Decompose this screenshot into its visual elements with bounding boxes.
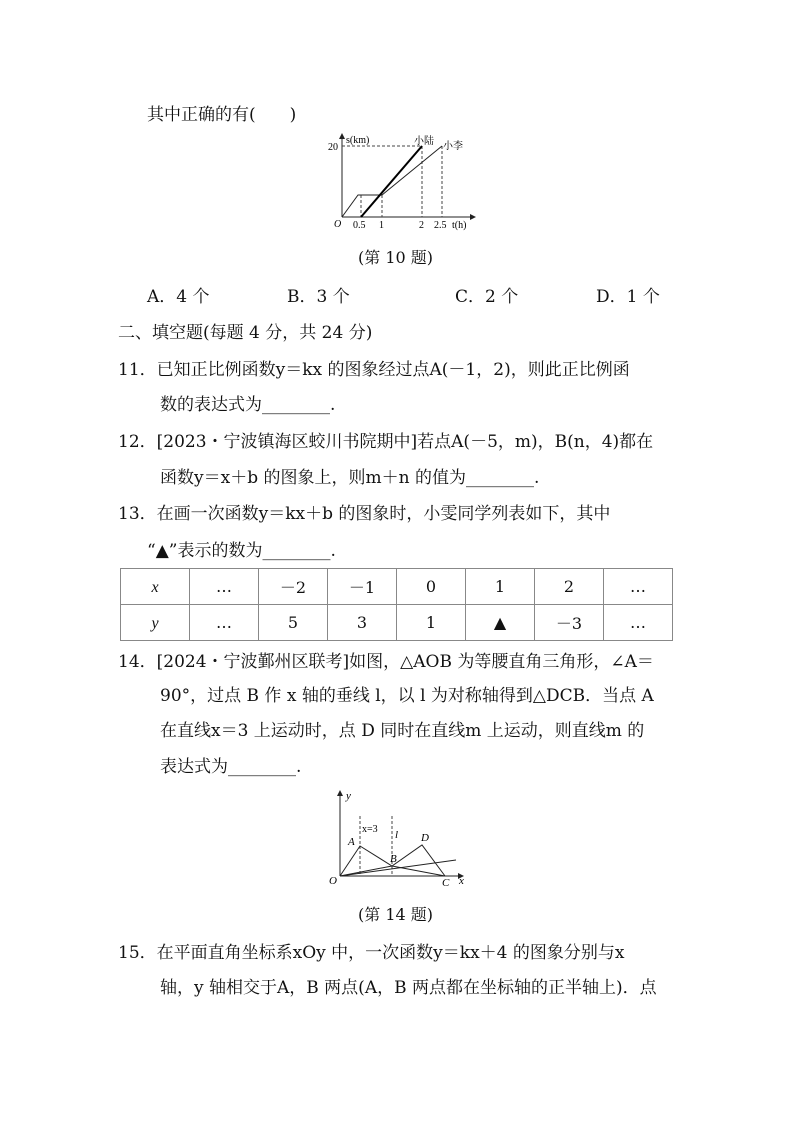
q12-line1: 12．[2023・宁波镇海区蛟川书院期中]若点A(－5，m)，B(n，4)都在 — [118, 432, 654, 452]
q10-x-tick: 2 — [419, 220, 424, 231]
q12-line2: 函数y＝x＋b 的图象上，则m＋n 的值为________. — [160, 468, 540, 488]
table-row — [121, 605, 673, 641]
q11-line2: 数的表达式为________. — [160, 395, 336, 415]
q10-origin: O — [334, 219, 342, 230]
table-cell: ▲ — [466, 605, 535, 641]
q14-line-x3: x=3 — [362, 824, 378, 835]
q14-x-axis-label: x — [459, 875, 464, 887]
q10-tail: 其中正确的有( ) — [147, 105, 297, 125]
q10-option-b: B．3 个 — [287, 287, 350, 307]
q10-y-tick: 20 — [328, 142, 338, 153]
q10-line-a: 小陆 — [414, 136, 434, 147]
table-cell: … — [190, 569, 259, 605]
table-cell: 5 — [259, 605, 328, 641]
table-cell: －1 — [328, 569, 397, 605]
table-cell: x — [121, 569, 190, 605]
q10-option-a: A．4 个 — [147, 287, 210, 307]
q13-line1: 13．在画一次函数y＝kx＋b 的图象时，小雯同学列表如下，其中 — [118, 504, 611, 524]
table-cell: 3 — [328, 605, 397, 641]
table-cell: y — [121, 605, 190, 641]
table-cell: … — [604, 605, 673, 641]
q14-point-b: B — [390, 853, 397, 865]
q10-y-label: s(km) — [346, 135, 370, 146]
q13-value-table — [120, 568, 673, 641]
q15-line1: 15．在平面直角坐标系xOy 中，一次函数y＝kx＋4 的图象分别与x — [118, 943, 625, 963]
q14-point-d: D — [421, 832, 429, 844]
q13-line2: “▲”表示的数为________. — [147, 541, 336, 561]
q10-line-b: 小李 — [443, 141, 463, 152]
q14-point-a: A — [348, 836, 355, 848]
table-cell: … — [604, 569, 673, 605]
q10-x-label: t(h) — [452, 220, 467, 231]
q10-x-tick: 1 — [379, 220, 384, 231]
q11-line1: 11．已知正比例函数y＝kx 的图象经过点A(－1，2)，则此正比例函 — [118, 360, 630, 380]
q10-x-tick: 2.5 — [434, 220, 447, 231]
q14-line3: 在直线x＝3 上运动时，点 D 同时在直线m 上运动，则直线m 的 — [160, 721, 645, 741]
q14-point-c: C — [442, 877, 450, 889]
table-cell: 0 — [397, 569, 466, 605]
table-row — [121, 569, 673, 605]
table-cell: －2 — [259, 569, 328, 605]
q14-line4: 表达式为________. — [160, 757, 302, 777]
q10-option-c: C．2 个 — [455, 287, 519, 307]
q10-graph — [322, 133, 482, 235]
table-cell: －3 — [535, 605, 604, 641]
q10-caption: (第 10 题) — [358, 248, 434, 267]
table-cell: 1 — [466, 569, 535, 605]
q14-figure — [322, 788, 472, 890]
q10-x-tick: 0.5 — [353, 220, 366, 231]
q14-caption: (第 14 题) — [358, 905, 434, 924]
q14-line-l: l — [395, 829, 399, 841]
q14-line2: 90°，过点 B 作 x 轴的垂线 l，以 l 为对称轴得到△DCB．当点 A — [160, 686, 654, 706]
q15-line2: 轴，y 轴相交于A，B 两点(A，B 两点都在坐标轴的正半轴上)．点 — [160, 978, 657, 998]
table-cell: … — [190, 605, 259, 641]
q14-y-axis-label: y — [346, 790, 351, 802]
q14-origin: O — [329, 875, 337, 887]
section-heading: 二、填空题(每题 4 分，共 24 分) — [118, 323, 373, 343]
table-cell: 2 — [535, 569, 604, 605]
table-cell: 1 — [397, 605, 466, 641]
q14-line1: 14．[2024・宁波鄞州区联考]如图，△AOB 为等腰直角三角形，∠A＝ — [118, 652, 654, 672]
q10-option-d: D．1 个 — [596, 287, 660, 307]
